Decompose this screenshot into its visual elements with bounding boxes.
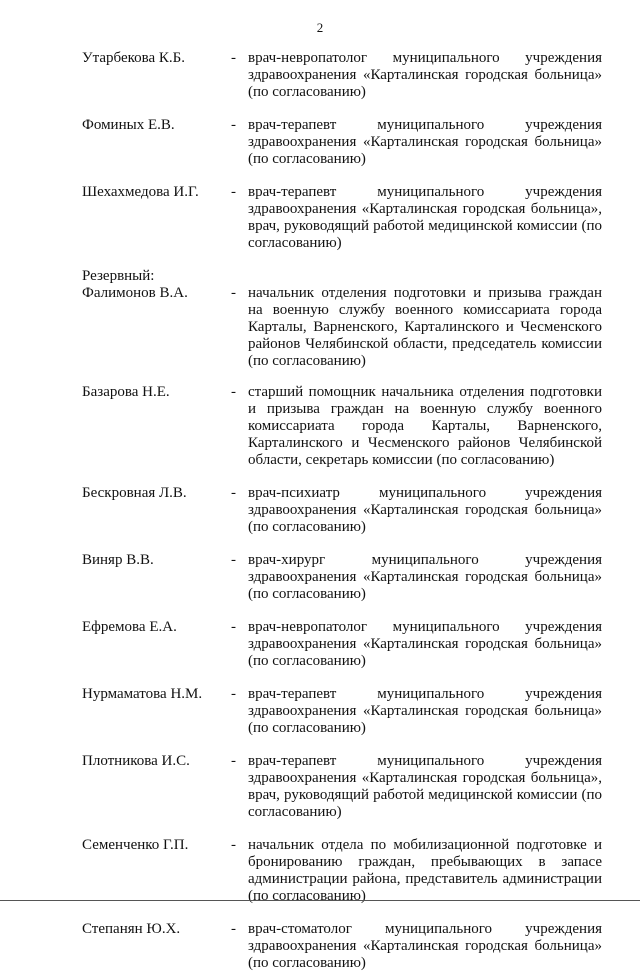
member-entry <box>82 117 602 168</box>
member-dash: - <box>231 552 236 568</box>
member-role: врач-терапевт муниципального учреждения здравоохранения «Карталинская городская больница», врач, руководящий работой медицинской комиссии (по согласованию) <box>248 753 602 820</box>
member-role: врач-терапевт муниципального учреждения здравоохранения «Карталинская городская больница», врач, руководящий работой медицинской комиссии (по согласованию) <box>248 184 602 251</box>
member-dash: - <box>231 753 236 769</box>
member-entry <box>82 285 602 370</box>
member-name: Утарбекова К.Б. <box>82 50 186 66</box>
member-role: врач-невропатолог муниципального учреждения здравоохранения «Карталинская городская больница» (по согласованию) <box>248 50 602 100</box>
member-dash: - <box>231 285 236 301</box>
member-name: Семенченко Г.П. <box>82 837 189 853</box>
member-role: врач-психиатр муниципального учреждения здравоохранения «Карталинская городская больница» (по согласованию) <box>248 485 602 535</box>
member-dash: - <box>231 837 236 853</box>
member-name: Шехахмедова И.Г. <box>82 184 199 200</box>
member-dash: - <box>231 485 236 501</box>
member-entry <box>82 921 602 972</box>
member-entry <box>82 753 602 821</box>
page-number: 2 <box>316 20 324 35</box>
page-bottom-rule <box>0 900 640 901</box>
member-entry <box>82 184 602 252</box>
member-role: начальник отделения подготовки и призыва граждан на военную службу военного комиссариата города Карталы, Варненского, Карталинского и Чесменского районов Челябинской области, председатель комиссии (по согласованию) <box>248 285 602 369</box>
member-entry <box>82 552 602 603</box>
member-entry <box>82 619 602 670</box>
member-entry <box>82 837 602 905</box>
member-name: Бескровная Л.В. <box>82 485 187 501</box>
member-dash: - <box>231 117 236 133</box>
member-role: врач-хирург муниципального учреждения здравоохранения «Карталинская городская больница» (по согласованию) <box>248 552 602 602</box>
member-dash: - <box>231 619 236 635</box>
member-role: старший помощник начальника отделения подготовки и призыва граждан на военную службу военного комиссариата города Карталы, Варненского, Карталинского и Чесменского районов Челябинской области, секретарь комиссии (по согласованию) <box>248 384 602 468</box>
member-name: Виняр В.В. <box>82 552 154 568</box>
member-dash: - <box>231 50 236 66</box>
member-role: врач-невропатолог муниципального учреждения здравоохранения «Карталинская городская больница» (по согласованию) <box>248 619 602 669</box>
member-dash: - <box>231 686 236 702</box>
member-name: Степанян Ю.Х. <box>82 921 181 937</box>
member-role: врач-терапевт муниципального учреждения здравоохранения «Карталинская городская больница» (по согласованию) <box>248 686 602 736</box>
member-dash: - <box>231 184 236 200</box>
member-entry <box>82 50 602 101</box>
member-entry <box>82 485 602 536</box>
member-entry <box>82 686 602 737</box>
member-dash: - <box>231 384 236 400</box>
member-role: начальник отдела по мобилизационной подготовке и бронированию граждан, пребывающих в запасе администрации района, представитель администрации (по согласованию) <box>248 837 602 904</box>
commission-member-list <box>82 50 602 972</box>
member-dash: - <box>231 921 236 937</box>
member-role: врач-терапевт муниципального учреждения здравоохранения «Карталинская городская больница» (по согласованию) <box>248 117 602 167</box>
member-name: Плотникова И.С. <box>82 753 190 769</box>
member-name: Фоминых Е.В. <box>82 117 175 133</box>
reserve-heading: Резервный: <box>82 268 155 284</box>
member-role: врач-стоматолог муниципального учреждения здравоохранения «Карталинская городская больница» (по согласованию) <box>248 921 602 971</box>
member-name: Фалимонов В.А. <box>82 285 188 301</box>
member-name: Нурмаматова Н.М. <box>82 686 203 702</box>
member-name: Базарова Н.Е. <box>82 384 170 400</box>
member-entry <box>82 384 602 469</box>
member-name: Ефремова Е.А. <box>82 619 177 635</box>
